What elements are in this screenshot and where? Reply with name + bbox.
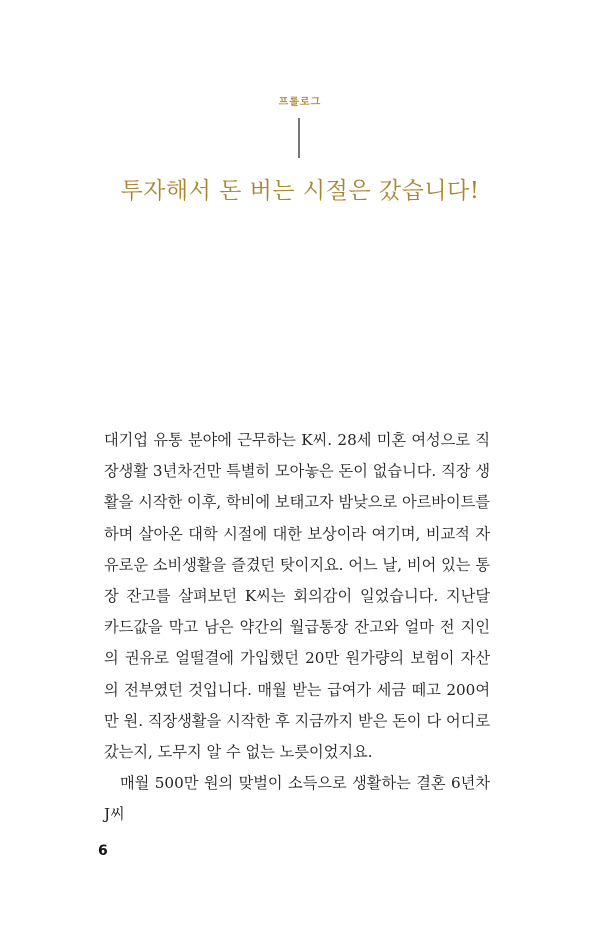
body-text (104, 425, 490, 831)
paragraph: 매월 500만 원의 맞벌이 소득으로 생활하는 결혼 6년차 J씨 (104, 774, 490, 824)
section-label: 프롤로그 (278, 97, 322, 108)
chapter-title: 투자해서 돈 버는 시절은 갔습니다! (120, 178, 480, 204)
paragraph: 대기업 유통 분야에 근무하는 K씨. 28세 미혼 여성으로 직장생활 3년차건만 특별히 모아놓은 돈이 없습니다. 직장 생활을 시작한 이후, 학비에 보태고자 밤낮으로 아르바이트를 하며 살아온 대학 시절에 대한 보상이라 여기며, 비교적 자유로운 소비생활을 즐겼던 탓이지요. 어느 날, 비어 있는 통장 잔고를 살펴보던 K씨는 회의감이 일었습니다. 지난달 카드값을 막고 남은 약간의 월급통장 잔고와 얼마 전 지인의 권유로 얼떨결에 가입했던 20만 원가량의 보험이 자산의 전부였던 것입니다. 매월 받는 급여가 세금 떼고 200여 만 원. 직장생활을 시작한 후 지금까지 받은 돈이 다 어디로 갔는지, 도무지 알 수 없는 노릇이었지요. (104, 431, 490, 762)
vertical-divider (298, 118, 300, 158)
page-number: 6 (98, 843, 108, 859)
